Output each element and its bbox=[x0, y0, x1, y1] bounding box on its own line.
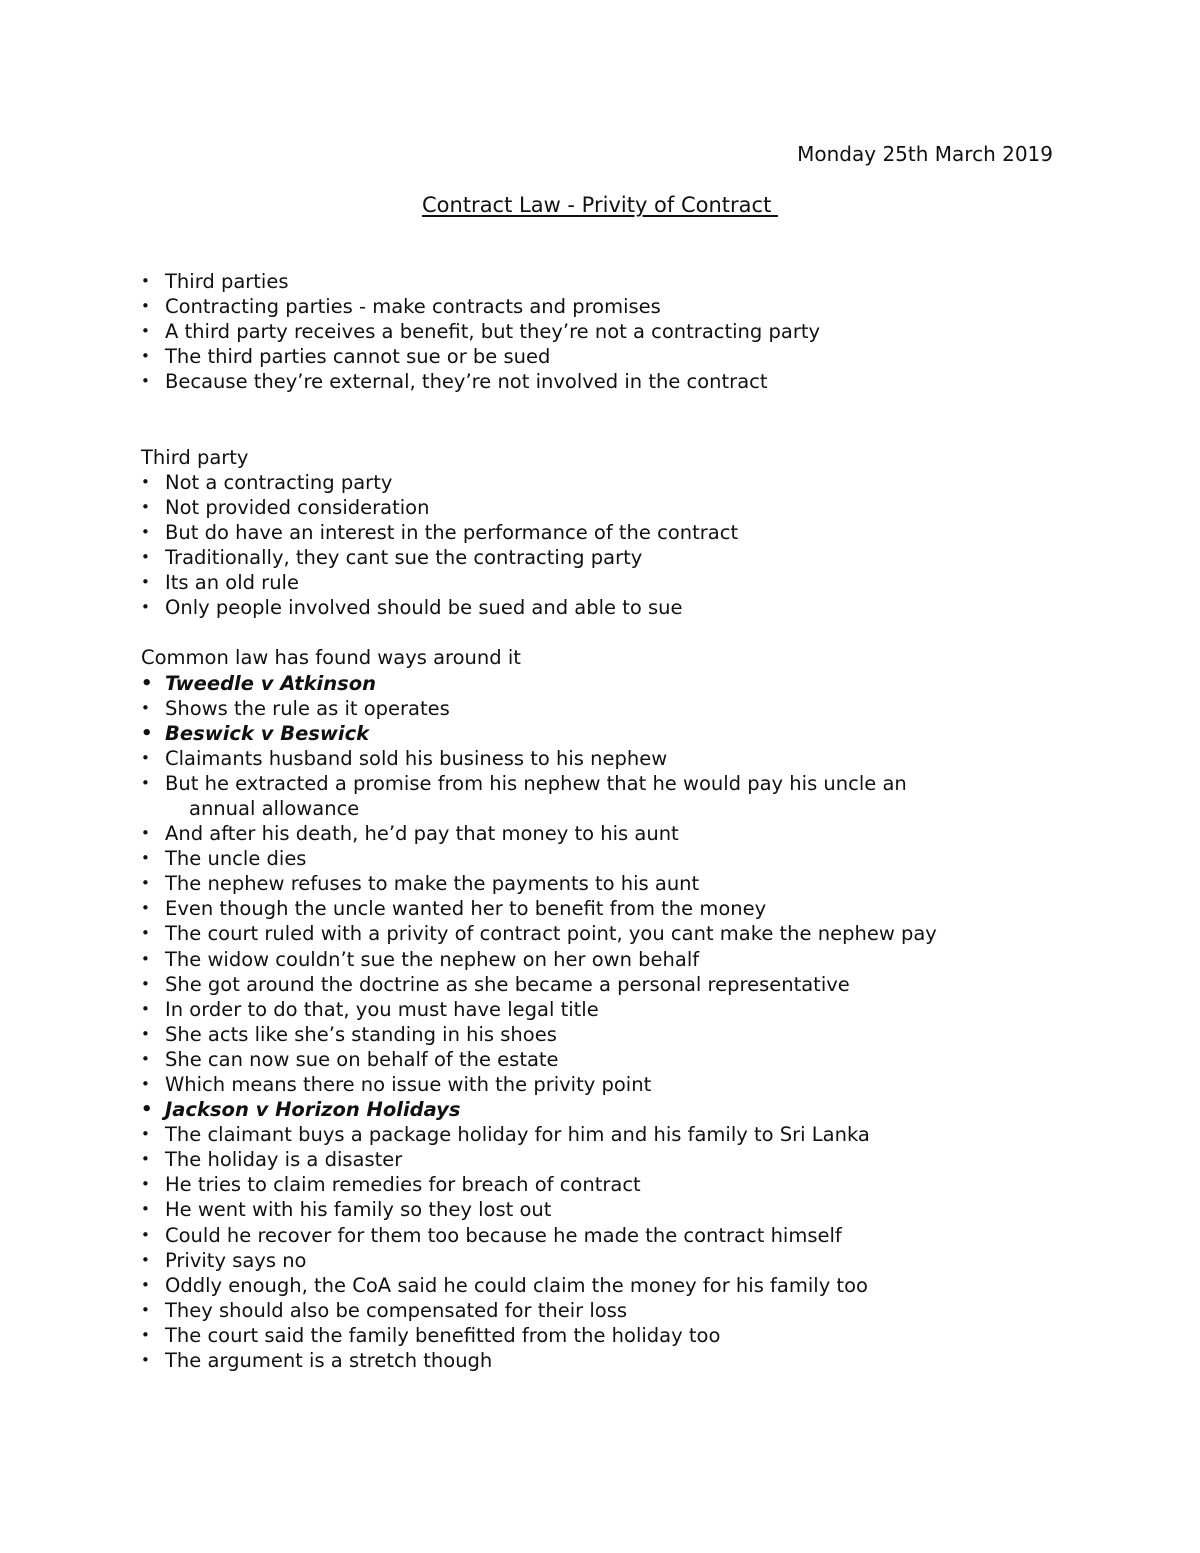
list-item: • Its an old rule bbox=[141, 570, 1101, 595]
list-item: • The argument is a stretch though bbox=[141, 1348, 1101, 1373]
list-item: • Privity says no bbox=[141, 1248, 1101, 1273]
list-item: • The widow couldn’t sue the nephew on her own behalf bbox=[141, 947, 1101, 972]
section1-list bbox=[141, 269, 1101, 394]
list-item: • Only people involved should be sued and able to sue bbox=[141, 595, 1101, 620]
list-item: • Oddly enough, the CoA said he could claim the money for his family too bbox=[141, 1273, 1101, 1298]
case-name-tweedle: • Tweedle v Atkinson bbox=[141, 671, 1101, 696]
list-item: • She acts like she’s standing in his shoes bbox=[141, 1022, 1101, 1047]
case-name-jackson: • Jackson v Horizon Holidays bbox=[141, 1097, 1101, 1122]
list-item: • She got around the doctrine as she became a personal representative bbox=[141, 972, 1101, 997]
list-item: • He tries to claim remedies for breach of contract bbox=[141, 1172, 1101, 1197]
section3-list bbox=[141, 671, 1101, 1374]
document-body bbox=[141, 269, 1101, 1373]
list-item: • Claimants husband sold his business to his nephew bbox=[141, 746, 1101, 771]
document-title bbox=[0, 191, 1200, 219]
list-item: • She can now sue on behalf of the estate bbox=[141, 1047, 1101, 1072]
list-item: • Which means there no issue with the privity point bbox=[141, 1072, 1101, 1097]
list-item: • But do have an interest in the performance of the contract bbox=[141, 520, 1101, 545]
list-item: • Because they’re external, they’re not involved in the contract bbox=[141, 369, 1101, 394]
document-date: Monday 25th March 2019 bbox=[797, 142, 1053, 166]
list-item: • He went with his family so they lost out bbox=[141, 1197, 1101, 1222]
section2-list bbox=[141, 470, 1101, 621]
document-title-text: Contract Law - Privity of Contract bbox=[422, 193, 778, 217]
list-item: • The holiday is a disaster bbox=[141, 1147, 1101, 1172]
list-item: • Even though the uncle wanted her to benefit from the money bbox=[141, 896, 1101, 921]
list-item: • Shows the rule as it operates bbox=[141, 696, 1101, 721]
list-item bbox=[141, 771, 1101, 821]
list-item: • Could he recover for them too because he made the contract himself bbox=[141, 1223, 1101, 1248]
section3-heading: Common law has found ways around it bbox=[141, 646, 521, 670]
list-item: • The claimant buys a package holiday for him and his family to Sri Lanka bbox=[141, 1122, 1101, 1147]
list-item: • Not provided consideration bbox=[141, 495, 1101, 520]
list-item: • And after his death, he’d pay that money to his aunt bbox=[141, 821, 1101, 846]
case-name-beswick: • Beswick v Beswick bbox=[141, 721, 1101, 746]
list-item: • The nephew refuses to make the payments to his aunt bbox=[141, 871, 1101, 896]
list-item: • The court said the family benefitted from the holiday too bbox=[141, 1323, 1101, 1348]
list-item: • Third parties bbox=[141, 269, 1101, 294]
list-item: • A third party receives a benefit, but they’re not a contracting party bbox=[141, 319, 1101, 344]
list-item: • In order to do that, you must have legal title bbox=[141, 997, 1101, 1022]
list-item-text: But he extracted a promise from his nephew that he would pay his uncle an bbox=[165, 771, 907, 795]
list-item: • The third parties cannot sue or be sued bbox=[141, 344, 1101, 369]
list-item: • The court ruled with a privity of contract point, you cant make the nephew pay bbox=[141, 921, 1101, 946]
list-item: • They should also be compensated for their loss bbox=[141, 1298, 1101, 1323]
list-item: • Not a contracting party bbox=[141, 470, 1101, 495]
list-item: • Traditionally, they cant sue the contracting party bbox=[141, 545, 1101, 570]
list-item: • The uncle dies bbox=[141, 846, 1101, 871]
section2-heading: Third party bbox=[141, 445, 249, 469]
list-item: • Contracting parties - make contracts and promises bbox=[141, 294, 1101, 319]
list-item-continuation: annual allowance bbox=[189, 796, 360, 820]
